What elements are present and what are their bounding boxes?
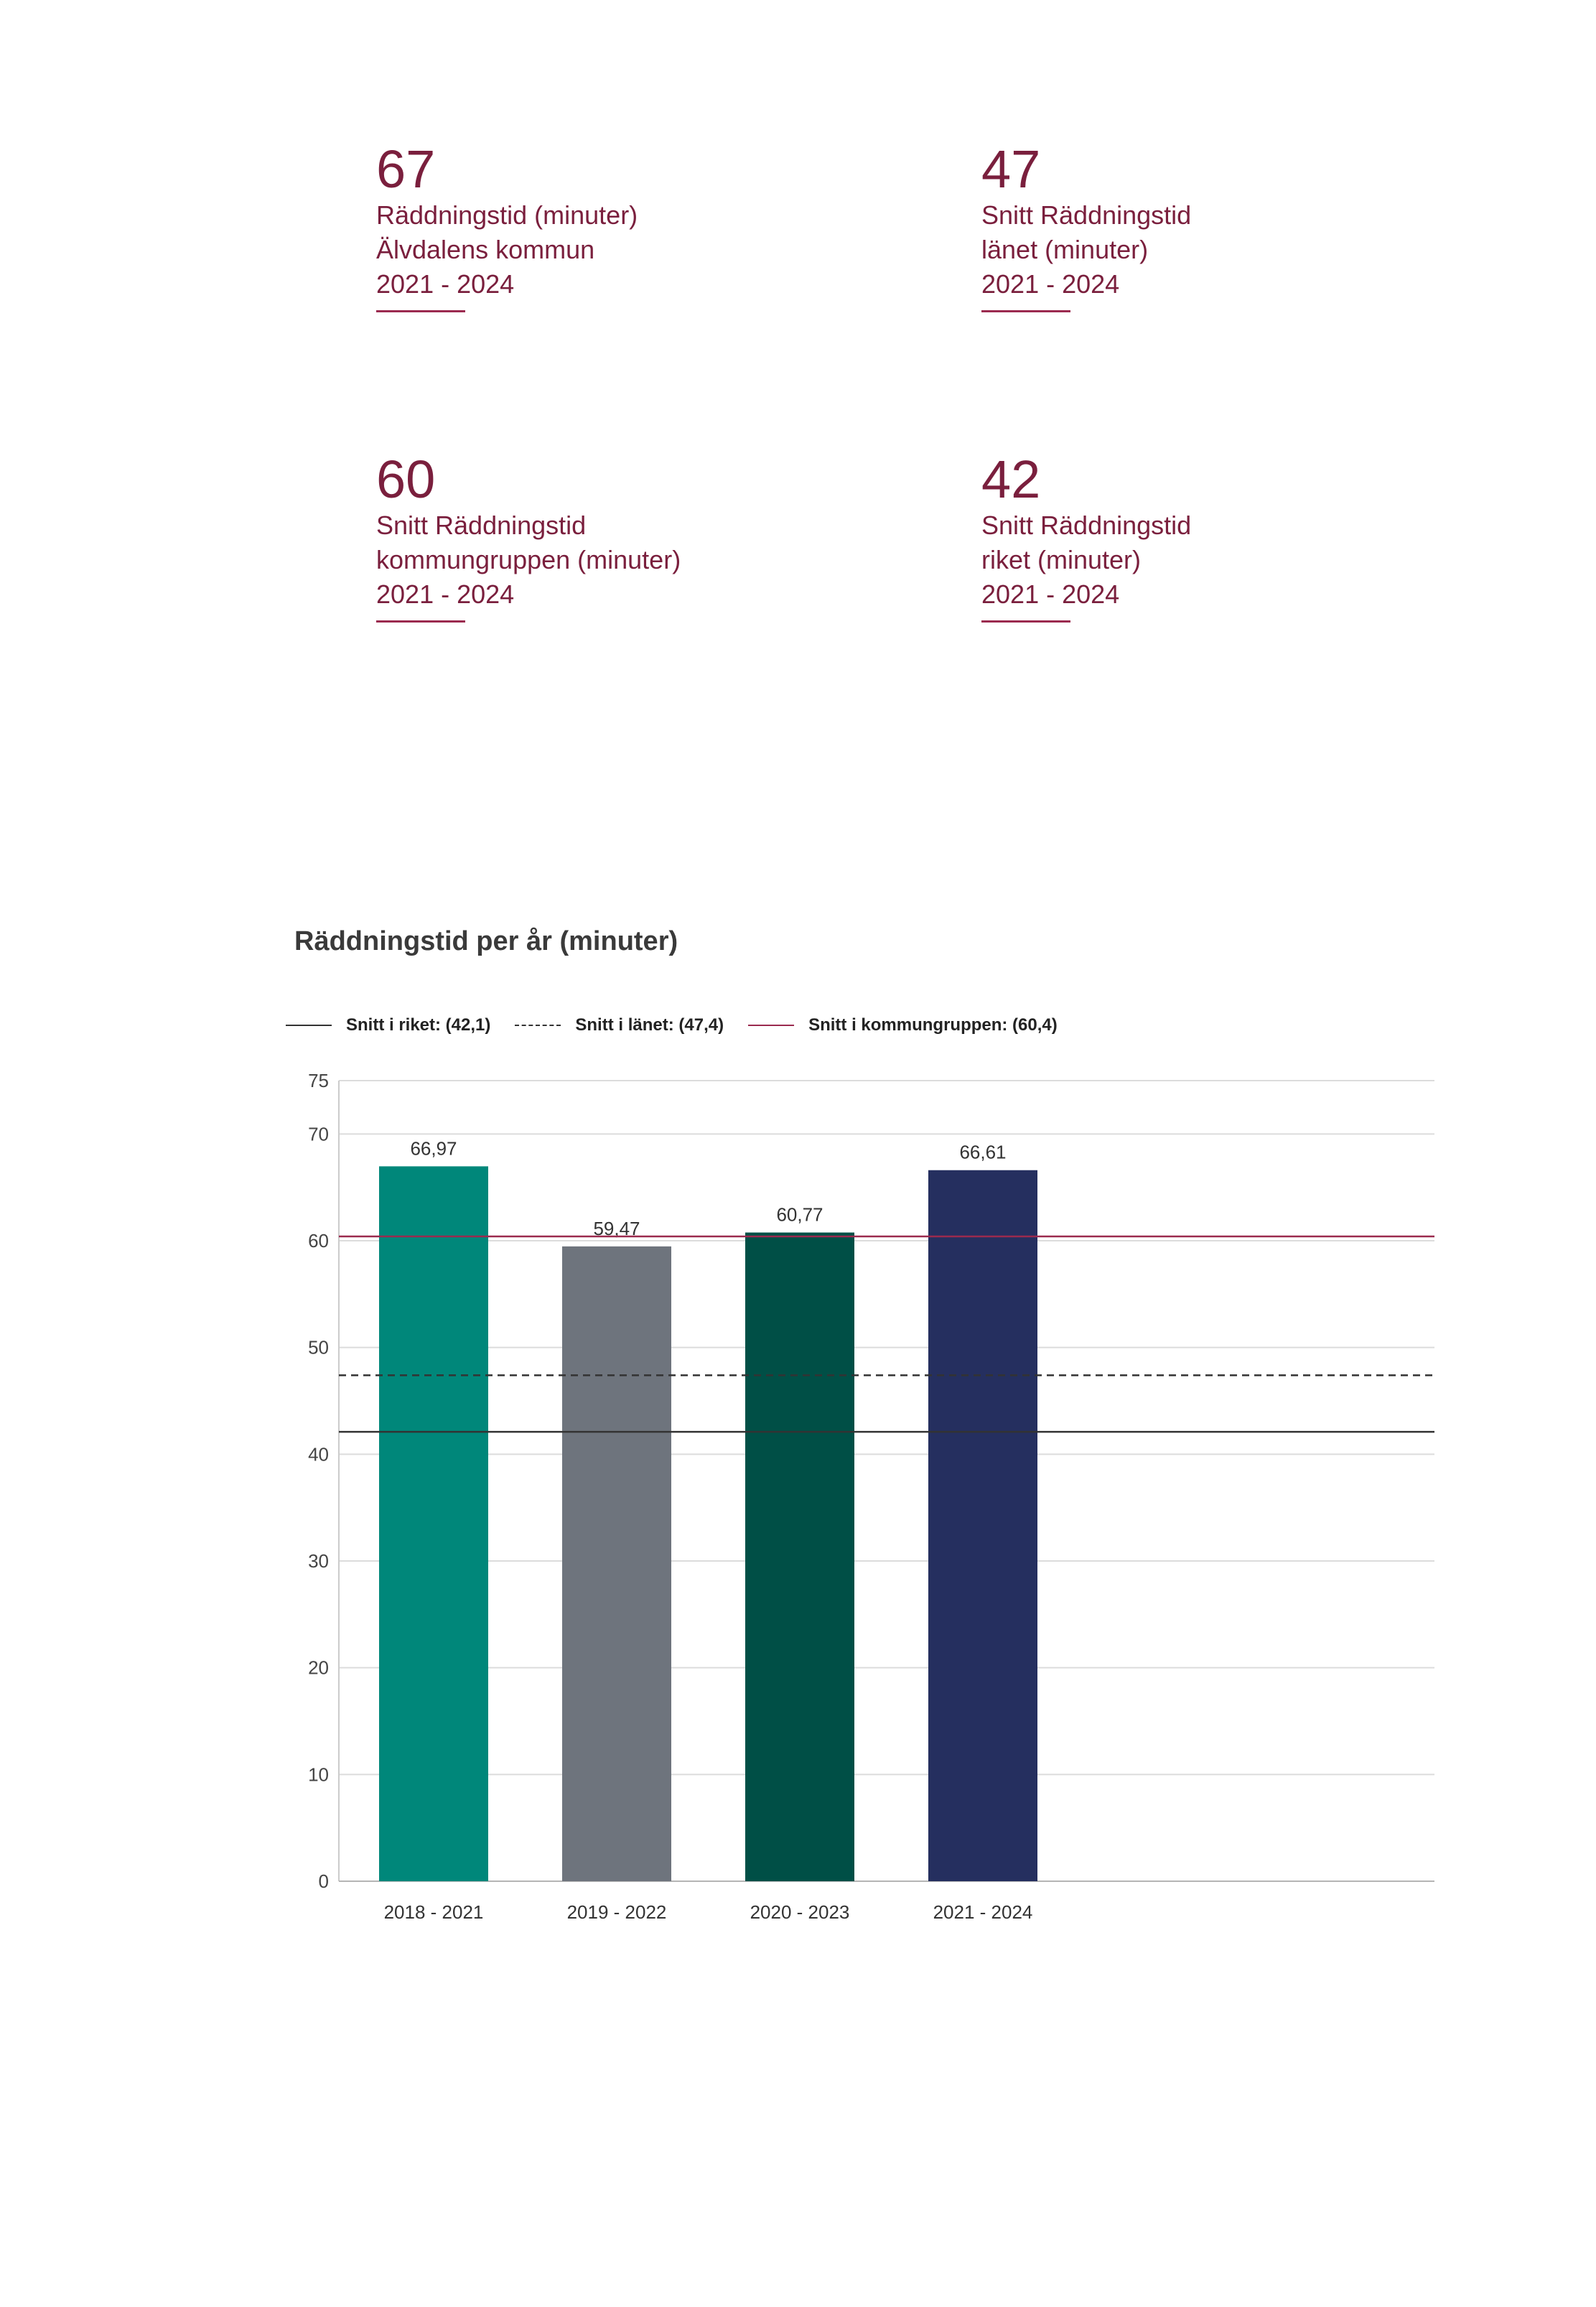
x-category-label: 2018 - 2021 [383,1901,484,1923]
kpi-label-line: Snitt Räddningstid [376,511,587,540]
bar-4 [928,1170,1037,1881]
kpi-period: 2021 - 2024 [376,269,515,299]
y-tick-label: 50 [308,1336,329,1358]
legend-label: Snitt i riket: (42,1) [346,1015,491,1035]
kpi-label-line: Räddningstid (minuter) [376,200,638,230]
y-tick-label: 0 [318,1870,329,1892]
kpi-label-line: riket (minuter) [981,545,1142,574]
y-tick-label: 30 [308,1550,329,1572]
kpi-label-line: länet (minuter) [981,235,1149,264]
x-category-label: 2020 - 2023 [750,1901,850,1923]
bar-value-label: 66,97 [410,1137,457,1160]
bar-value-label: 60,77 [776,1203,823,1226]
bar-1 [379,1166,488,1881]
y-tick-label: 40 [308,1443,329,1465]
bar-2 [562,1246,671,1881]
y-tick-label: 20 [308,1656,329,1679]
kpi-value: 47 [981,139,1041,199]
y-tick-label: 75 [308,1070,329,1091]
kpi-period: 2021 - 2024 [981,579,1120,609]
kpi-value: 42 [981,449,1041,509]
kpi-period: 2021 - 2024 [376,579,515,609]
kpi-label-line: Snitt Räddningstid [981,511,1192,540]
chart-title: Räddningstid per år (minuter) [294,926,678,956]
bar-3 [745,1233,854,1881]
legend-label: Snitt i länet: (47,4) [575,1015,724,1035]
kpi-period: 2021 - 2024 [981,269,1120,299]
kpi-label-line: kommungruppen (minuter) [376,545,681,574]
y-tick-label: 10 [308,1763,329,1786]
kpi-value: 67 [376,139,436,199]
kpi-value: 60 [376,449,436,509]
kpi-label-line: Snitt Räddningstid [981,200,1192,230]
x-category-label: 2021 - 2024 [933,1901,1033,1923]
bar-value-label: 59,47 [593,1217,640,1239]
y-tick-label: 70 [308,1123,329,1145]
y-tick-label: 60 [308,1230,329,1252]
legend-label: Snitt i kommungruppen: (60,4) [808,1015,1058,1035]
kpi-label-line: Älvdalens kommun [376,235,595,264]
x-category-label: 2019 - 2022 [566,1901,667,1923]
bar-value-label: 66,61 [959,1141,1007,1163]
